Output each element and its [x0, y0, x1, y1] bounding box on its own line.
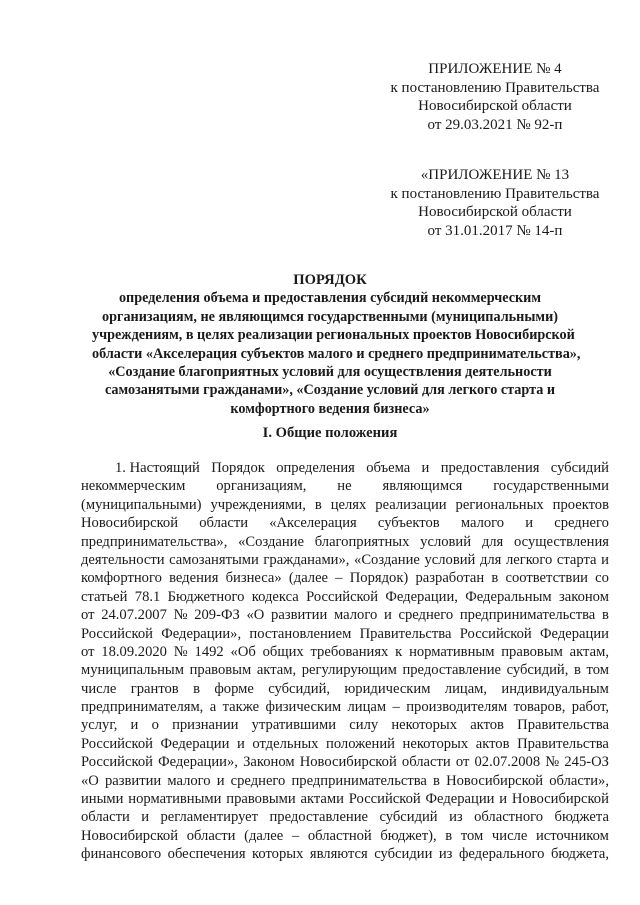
paragraph-word: среднего: [398, 607, 454, 624]
paragraph-word: малого: [167, 772, 211, 789]
paragraph-word: требованиях: [310, 643, 389, 660]
paragraph-word: актам,: [256, 662, 297, 679]
paragraph-word: предпринимательства: [291, 772, 427, 789]
paragraph-word: –: [291, 827, 300, 844]
paragraph-word: субсидий,: [506, 662, 569, 679]
paragraph-word: положений: [326, 735, 395, 752]
paragraph-line: [81, 533, 609, 551]
paragraph-word: из: [438, 846, 453, 863]
paragraph-word: осуществления: [514, 533, 609, 550]
paragraph-word: региональных: [455, 496, 544, 513]
paragraph-word: 18.09.2020: [101, 643, 167, 660]
paragraph-word: области: [199, 515, 249, 532]
paragraph-word: Бюджетного: [167, 588, 245, 605]
paragraph-word: определения: [276, 460, 355, 476]
paragraph-word: «О: [246, 607, 265, 624]
paragraph-word: постановлением: [249, 625, 352, 642]
paragraph-word: федерального: [458, 846, 545, 863]
paragraph-word: субсидии: [374, 846, 433, 863]
paragraph-word: о: [151, 717, 159, 734]
paragraph-word: нормативным: [409, 643, 495, 660]
appendix-date-number: от 31.01.2017 № 14-п: [427, 222, 563, 239]
paragraph-line: [81, 514, 609, 532]
paragraph-word: и: [421, 460, 430, 476]
paragraph-line: [81, 808, 609, 826]
paragraph-word: индивидуальным: [501, 680, 609, 697]
paragraph-word: Новосибирской: [81, 827, 179, 844]
appendix-date-number: от 29.03.2021 № 92-п: [427, 116, 563, 133]
paragraph-word: Российской: [459, 625, 532, 642]
paragraph-word: предоставление: [269, 809, 369, 826]
paragraph-word: в: [491, 570, 499, 587]
paragraph-word: в: [574, 662, 581, 679]
paragraph-word: Российской: [81, 735, 153, 752]
paragraph-word: некоторых: [402, 735, 469, 752]
paragraph-word: «Акселерация: [269, 515, 357, 532]
appendix-header-current: [380, 60, 610, 134]
paragraph-line: [81, 551, 609, 569]
paragraph-word: в: [193, 680, 200, 697]
paragraph-word: –: [335, 570, 343, 587]
paragraph-word: товаров,: [513, 699, 566, 716]
document-title-line: определения объема и предоставления субсидий некоммерческим: [118, 290, 542, 307]
paragraph-word: для: [479, 551, 502, 568]
paragraph-word: благоприятных: [314, 533, 410, 550]
paragraph-word: в: [445, 827, 453, 844]
paragraph-word: от: [81, 607, 95, 624]
paragraph-word: областной: [307, 827, 372, 844]
paragraph-word: обеспечения: [167, 846, 246, 863]
paragraph-word: Правительства: [517, 735, 609, 752]
paragraph-word: от: [81, 643, 95, 660]
paragraph-word: предоставления: [440, 460, 540, 476]
paragraph-word: а: [209, 699, 217, 716]
document-title-line: «Создание благоприятных условий для осуществления деятельности: [108, 364, 552, 381]
paragraph-word: №: [173, 643, 188, 660]
paragraph-word: отдельных: [252, 735, 319, 752]
paragraph-word: услуг,: [81, 717, 118, 734]
paragraph-word: Федерации: [425, 791, 495, 808]
paragraph-line: [81, 477, 609, 495]
paragraph-word: и: [130, 717, 139, 734]
paragraph-line: [81, 680, 609, 698]
paragraph-word: 1. Настоящий: [115, 460, 200, 476]
paragraph-word: Новосибирской: [511, 791, 609, 808]
paragraph-word: регулирующим: [301, 662, 397, 679]
paragraph-word: которых: [252, 846, 304, 863]
paragraph-word: Федерации»,: [158, 754, 238, 771]
paragraph-word: «Создание: [238, 533, 304, 550]
paragraph-word: Российской: [348, 791, 421, 808]
paragraph-word: разработан: [415, 570, 485, 587]
paragraph-line: [81, 790, 609, 808]
paragraph-word: учреждениями,: [210, 496, 306, 513]
paragraph-line: [81, 716, 609, 734]
paragraph-word: среднего: [554, 515, 609, 532]
paragraph-word: развитии: [104, 772, 162, 789]
paragraph-word: комфортного: [81, 570, 162, 587]
paragraph-line: [81, 496, 609, 514]
paragraph-word: организациям,: [216, 478, 307, 495]
paragraph-word: не: [337, 478, 352, 495]
appendix-line: к постановлению Правительства: [390, 79, 600, 96]
paragraph-word: и: [216, 772, 225, 789]
paragraph-line: [81, 643, 609, 661]
paragraph-word: из: [449, 809, 463, 826]
paragraph-word: Российской: [81, 754, 153, 771]
paragraph-word: актами: [300, 791, 344, 808]
paragraph-word: Федерации: [540, 625, 609, 642]
paragraph-word: являются: [309, 846, 368, 863]
paragraph-word: бюджет),: [380, 827, 437, 844]
paragraph-word: –: [392, 699, 400, 716]
paragraph-word: утратившими: [251, 717, 337, 734]
paragraph-word: в: [602, 607, 609, 624]
paragraph-word: и: [383, 607, 392, 624]
paragraph-line: [81, 827, 609, 845]
paragraph-word: области: [81, 809, 130, 826]
paragraph-word: Федеральным: [465, 588, 552, 605]
paragraph-word: №: [173, 607, 188, 624]
paragraph-word: кодекса: [251, 588, 299, 605]
paragraph-word: деятельности: [81, 551, 165, 568]
paragraph-word: (далее: [244, 827, 284, 844]
paragraph-word: области»,: [549, 772, 609, 789]
paragraph-word: актам,: [569, 643, 609, 660]
section-heading: I. Общие положения: [262, 425, 398, 441]
paragraph-word: в: [314, 496, 322, 513]
appendix-title: ПРИЛОЖЕНИЕ № 4: [428, 61, 562, 77]
paragraph-word: актов: [470, 717, 504, 734]
paragraph-body: [81, 459, 609, 864]
paragraph-word: Правительства: [517, 717, 609, 734]
paragraph-word: муниципальным: [81, 662, 184, 679]
paragraph-word: и: [141, 809, 150, 826]
paragraph-word: правовым: [501, 643, 563, 660]
paragraph-line: [81, 772, 609, 790]
paragraph-word: предпринимателям,: [81, 699, 204, 716]
paragraph-word: лицам: [347, 699, 387, 716]
paragraph-word: среднего: [230, 772, 286, 789]
paragraph-word: «Создание: [354, 551, 420, 568]
paragraph-word: №: [545, 754, 560, 771]
paragraph-word: финансового: [81, 846, 162, 863]
paragraph-word: юридическим: [344, 680, 431, 697]
paragraph-word: форме: [214, 680, 254, 697]
paragraph-line: [81, 588, 609, 606]
paragraph-word: производителям: [406, 699, 508, 716]
paragraph-word: субъектов: [377, 515, 440, 532]
appendix-line: Новосибирской области: [418, 204, 572, 220]
paragraph-word: 24.07.2007: [101, 607, 167, 624]
paragraph-line: [81, 845, 609, 863]
paragraph-word: Порядок): [349, 570, 409, 587]
paragraph-word: Правительства: [359, 625, 452, 642]
paragraph-word: работ,: [571, 699, 609, 716]
paragraph-word: грантов: [130, 680, 179, 697]
paragraph-word: бюджета: [554, 809, 609, 826]
paragraph-line: [81, 625, 609, 643]
paragraph-word: правовым: [189, 662, 252, 679]
document-title-heading: ПОРЯДОК: [293, 272, 367, 288]
paragraph-word: гражданами»,: [263, 551, 350, 568]
paragraph-word: правовыми: [226, 791, 296, 808]
paragraph-line: [81, 753, 609, 771]
paragraph-word: Порядок: [211, 460, 265, 476]
paragraph-word: области: [401, 754, 451, 771]
paragraph-word: Российской: [306, 588, 378, 605]
paragraph-word: от: [455, 754, 470, 771]
paragraph-word: и: [601, 551, 609, 568]
paragraph-word: иными: [81, 791, 124, 808]
paragraph-word: (далее: [288, 570, 329, 587]
paragraph-word: бизнеса»: [225, 570, 282, 587]
paragraph-word: 02.07.2008: [474, 754, 541, 771]
paragraph-word: том: [586, 662, 609, 679]
paragraph-word: к: [395, 643, 403, 660]
paragraph-word: области: [186, 827, 236, 844]
paragraph-word: ведения: [169, 570, 219, 587]
paragraph-word: и: [237, 735, 245, 752]
paragraph-word: признании: [172, 717, 239, 734]
paragraph-word: условий: [424, 551, 476, 568]
paragraph-word: силу: [349, 717, 379, 734]
paragraph-word: и: [499, 791, 508, 808]
paragraph-word: проектов: [552, 496, 609, 513]
document-title: [92, 271, 581, 418]
paragraph-word: «О: [81, 772, 99, 789]
paragraph-word: малого: [334, 607, 378, 624]
paragraph-word: Законом: [243, 754, 295, 771]
paragraph-word: числе: [81, 680, 117, 697]
paragraph-word: лицам,: [444, 680, 488, 697]
paragraph-word: 245-ОЗ: [564, 754, 609, 771]
document-title-line: самозанятыми гражданами», «Создание условий для легкого старта и: [104, 382, 556, 399]
paragraph-word: легкого: [505, 551, 553, 568]
paragraph-word: также: [222, 699, 260, 716]
paragraph-word: Федерации»,: [161, 625, 242, 642]
paragraph-word: субсидий: [379, 809, 438, 826]
paragraph-line: [81, 569, 609, 587]
paragraph-word: реализации: [375, 496, 447, 513]
paragraph-line: [81, 735, 609, 753]
paragraph-word: являющимся: [382, 478, 463, 495]
paragraph-word: некоторых: [391, 717, 457, 734]
paragraph-word: том: [460, 827, 484, 844]
paragraph-line: [81, 661, 609, 679]
paragraph-word: целях: [330, 496, 367, 513]
paragraph-line: [81, 606, 609, 624]
document-title-line: области «Акселерация субъектов малого и среднего предпринимательства»,: [92, 345, 581, 362]
paragraph-word: Федерации,: [385, 588, 458, 605]
paragraph-word: актов: [475, 735, 510, 752]
paragraph-word: источником: [535, 827, 609, 844]
paragraph-word: (муниципальными): [81, 496, 202, 513]
paragraph-word: соответствии: [505, 570, 588, 587]
paragraph-word: Новосибирской: [81, 515, 179, 532]
paragraph-word: Федерации: [160, 735, 230, 752]
paragraph-word: Новосибирской: [299, 754, 397, 771]
paragraph-word: государственными: [493, 478, 609, 495]
appendix-line: Новосибирской области: [418, 98, 572, 114]
paragraph-line: [81, 698, 609, 716]
paragraph-word: малого: [460, 515, 505, 532]
paragraph-line: [81, 459, 609, 477]
document-title-line: комфортного ведения бизнеса»: [230, 400, 430, 417]
paragraph-word: статьей: [81, 588, 128, 605]
paragraph-word: 209-ФЗ: [194, 607, 240, 624]
paragraph-word: некоммерческим: [81, 478, 186, 495]
paragraph-word: «Об: [230, 643, 256, 660]
document-title-line: организациям, не являющимся государственными (муниципальными): [102, 308, 558, 325]
paragraph-word: нормативными: [128, 791, 222, 808]
paragraph-word: Российской: [81, 625, 153, 642]
paragraph-word: бюджета,: [550, 846, 609, 863]
paragraph-word: условий: [420, 533, 472, 550]
paragraph-word: предоставление: [402, 662, 501, 679]
paragraph-word: 78.1: [134, 588, 161, 605]
paragraph-word: физическим: [265, 699, 342, 716]
paragraph-word: общих: [262, 643, 304, 660]
paragraph-word: предпринимательства: [459, 607, 596, 624]
paragraph-word: субсидий: [550, 460, 609, 476]
paragraph-word: и: [525, 515, 534, 532]
paragraph-word: законом: [558, 588, 609, 605]
paragraph-word: развитии: [271, 607, 328, 624]
paragraph-word: в: [433, 772, 440, 789]
paragraph-word: старта: [556, 551, 597, 568]
paragraph-word: 1492: [194, 643, 224, 660]
paragraph-word: регламентирует: [160, 809, 259, 826]
appendix-header-original: [380, 166, 610, 240]
paragraph-word: самозанятыми: [169, 551, 259, 568]
paragraph-word: субсидий,: [268, 680, 331, 697]
paragraph-word: предпринимательства»,: [81, 533, 228, 550]
paragraph-word: числе: [491, 827, 528, 844]
document-title-line: учреждениям, в целях реализации региональных проектов Новосибирской: [92, 327, 575, 344]
paragraph-word: областного: [474, 809, 544, 826]
appendix-line: к постановлению Правительства: [390, 185, 600, 202]
paragraph-word: для: [481, 533, 504, 550]
paragraph-word: Новосибирской: [446, 772, 544, 789]
paragraph-word: со: [595, 570, 609, 587]
appendix-title: «ПРИЛОЖЕНИЕ № 13: [420, 167, 570, 183]
paragraph-word: объема: [366, 460, 411, 476]
